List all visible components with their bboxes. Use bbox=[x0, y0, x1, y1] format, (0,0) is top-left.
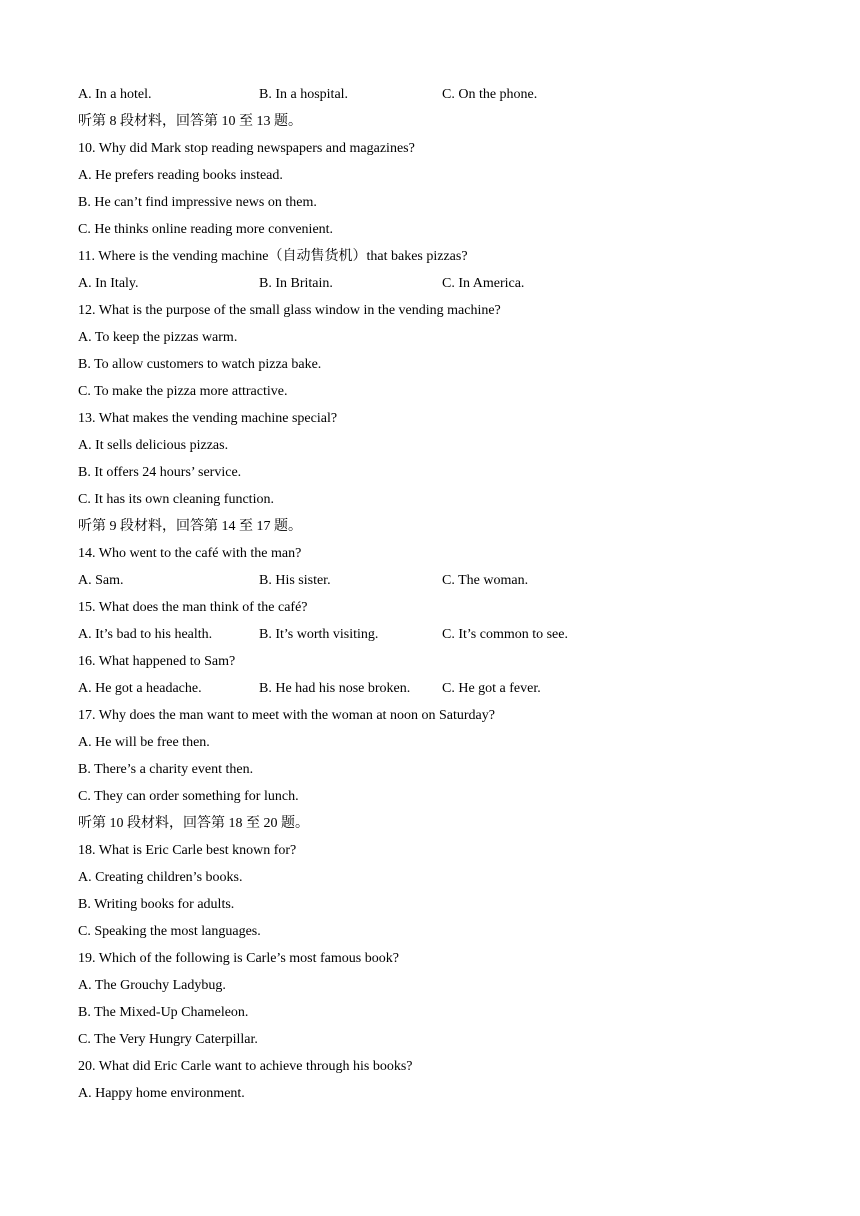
option-line: B. The Mixed-Up Chameleon. bbox=[78, 1005, 249, 1020]
option-c: C. On the phone. bbox=[442, 87, 538, 102]
option-line: C. It has its own cleaning function. bbox=[78, 492, 274, 507]
option-line: B. Writing books for adults. bbox=[78, 897, 235, 912]
option-line: B. He can’t find impressive news on them. bbox=[78, 195, 317, 210]
option-line: C. To make the pizza more attractive. bbox=[78, 384, 288, 399]
question-line: 11. Where is the vending machine（自动售货机）that bakes pizzas? bbox=[78, 249, 468, 264]
option-line: C. They can order something for lunch. bbox=[78, 789, 299, 804]
option-a: A. He got a headache. bbox=[78, 681, 202, 696]
option-b: B. In a hospital. bbox=[259, 87, 349, 102]
option-line: A. The Grouchy Ladybug. bbox=[78, 978, 226, 993]
question-line: 17. Why does the man want to meet with the woman at noon on Saturday? bbox=[78, 708, 495, 723]
question-line: 13. What makes the vending machine special? bbox=[78, 411, 338, 426]
option-line: C. The Very Hungry Caterpillar. bbox=[78, 1032, 258, 1047]
option-b: B. He had his nose broken. bbox=[259, 681, 411, 696]
option-line: A. Happy home environment. bbox=[78, 1086, 245, 1101]
question-line: 12. What is the purpose of the small glass window in the vending machine? bbox=[78, 303, 501, 318]
options-row bbox=[78, 625, 798, 645]
question-line: 16. What happened to Sam? bbox=[78, 654, 236, 669]
option-line: C. Speaking the most languages. bbox=[78, 924, 261, 939]
options-row bbox=[78, 679, 798, 699]
option-line: A. Creating children’s books. bbox=[78, 870, 243, 885]
section-instruction: 听第 9 段材料，回答第 14 至 17 题。 bbox=[78, 519, 302, 534]
question-line: 10. Why did Mark stop reading newspapers and magazines? bbox=[78, 141, 415, 156]
option-b: B. In Britain. bbox=[259, 276, 333, 291]
option-line: A. He will be free then. bbox=[78, 735, 210, 750]
question-line: 20. What did Eric Carle want to achieve through his books? bbox=[78, 1059, 413, 1074]
option-line: A. To keep the pizzas warm. bbox=[78, 330, 238, 345]
option-c: C. In America. bbox=[442, 276, 525, 291]
options-row bbox=[78, 85, 798, 105]
option-line: B. There’s a charity event then. bbox=[78, 762, 254, 777]
option-c: C. The woman. bbox=[442, 573, 529, 588]
option-b: B. His sister. bbox=[259, 573, 331, 588]
option-b: B. It’s worth visiting. bbox=[259, 627, 379, 642]
option-c: C. He got a fever. bbox=[442, 681, 541, 696]
question-line: 14. Who went to the café with the man? bbox=[78, 546, 302, 561]
question-line: 19. Which of the following is Carle’s most famous book? bbox=[78, 951, 399, 966]
question-line: 15. What does the man think of the café? bbox=[78, 600, 308, 615]
options-row bbox=[78, 571, 798, 591]
option-a: A. In a hotel. bbox=[78, 87, 152, 102]
option-line: A. It sells delicious pizzas. bbox=[78, 438, 229, 453]
section-instruction: 听第 10 段材料，回答第 18 至 20 题。 bbox=[78, 816, 309, 831]
option-line: B. To allow customers to watch pizza bake. bbox=[78, 357, 322, 372]
option-line: B. It offers 24 hours’ service. bbox=[78, 465, 242, 480]
option-c: C. It’s common to see. bbox=[442, 627, 568, 642]
options-row bbox=[78, 274, 798, 294]
option-a: A. Sam. bbox=[78, 573, 124, 588]
option-a: A. In Italy. bbox=[78, 276, 139, 291]
option-line: A. He prefers reading books instead. bbox=[78, 168, 283, 183]
question-line: 18. What is Eric Carle best known for? bbox=[78, 843, 297, 858]
section-instruction: 听第 8 段材料，回答第 10 至 13 题。 bbox=[78, 114, 302, 129]
option-line: C. He thinks online reading more convenient. bbox=[78, 222, 334, 237]
option-a: A. It’s bad to his health. bbox=[78, 627, 213, 642]
